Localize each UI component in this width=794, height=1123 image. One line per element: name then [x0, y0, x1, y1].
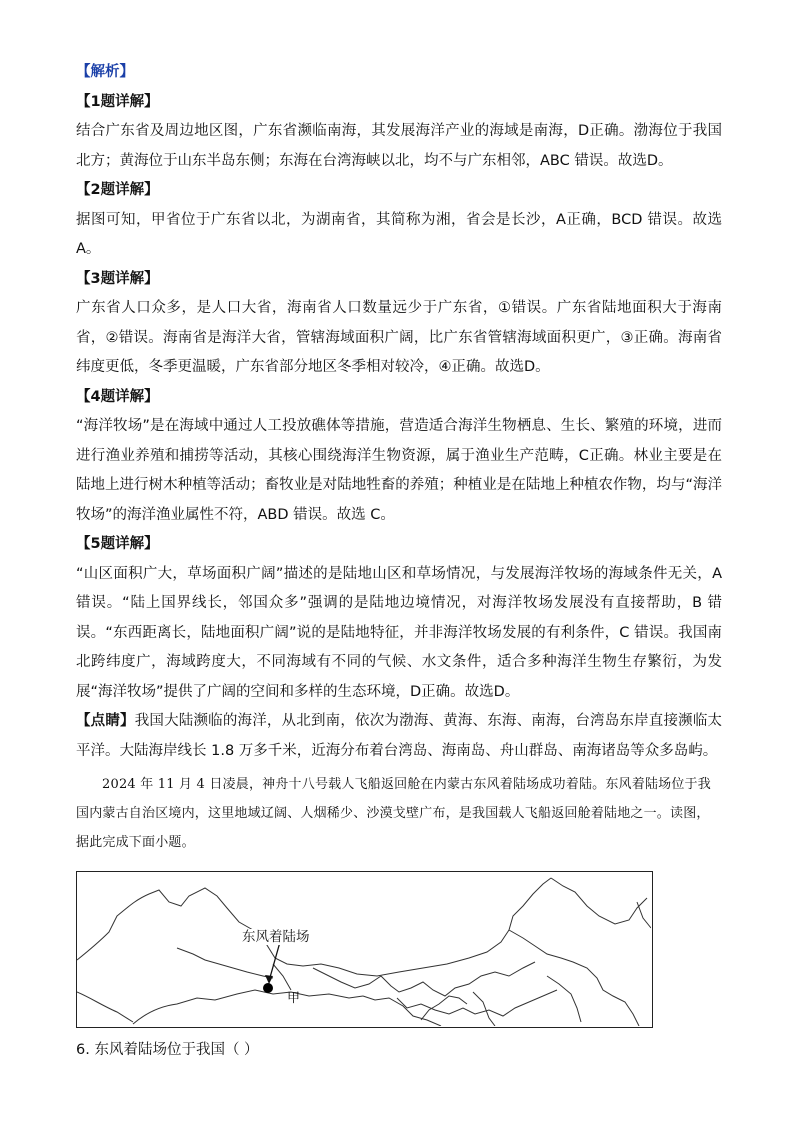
pointer-arrow-head [265, 975, 273, 984]
section-1-heading: 【1题详解】 [76, 93, 159, 110]
section-4-text: “海洋牧场”是在海域中通过人工投放礁体等措施，营造适合海洋生物栖息、生长、繁殖的环境，进而进行渔业养殖和捕捞等活动，其核心围绕海洋生物资源，属于渔业生产范畴，C正确。林业主要是在陆地上进行树木种植等活动；畜牧业是对陆地牲畜的养殖；种植业是在陆地上种植农作物，均与“海洋牧场”的海洋渔业属性不符，ABD 错误。故选 C。 [76, 418, 722, 523]
analysis-label: 【解析】 [76, 64, 134, 80]
province-jia-label: 甲 [287, 991, 301, 1006]
tip-text: 我国大陆濒临的海洋，从北到南，依次为渤海、黄海、东海、南海，台湾岛东岸直接濒临太平洋。大陆海岸线长 1.8 万多千米，近海分布着台湾岛、海南岛、舟山群岛、南海诸岛等众多岛屿。 [76, 713, 723, 759]
analysis-content [76, 58, 722, 857]
mid-line [397, 990, 557, 1016]
inner-line [473, 992, 495, 1026]
section-2-text: 据图可知，甲省位于广东省以北，为湖南省，其简称为湘，省会是长沙，A正确，BCD 错误。故选 A。 [76, 211, 722, 257]
central-line [381, 962, 535, 996]
section-3-text: 广东省人口众多，是人口大省，海南省人口数量远少于广东省，①错误。广东省陆地面积大于海南省，②错误。海南省是海洋大省，管辖海域面积广阔，比广东省管辖海域面积更广，③正确。海南省纬度更低，冬季更温暖，广东省部分地区冬季相对较冷，④正确。故选D。 [76, 300, 722, 375]
landing-site-label: 东风着陆场 [242, 929, 310, 945]
small-line [421, 996, 467, 1020]
coast-line [509, 930, 639, 1026]
tip-paragraph [76, 707, 722, 766]
pointer-arrow-line [269, 942, 280, 981]
section-1-text: 结合广东省及周边地区图，广东省濒临南海，其发展海洋产业的海域是南海，D正确。渤海位于我国北方；黄海位于山东半岛东侧；东海在台湾海峡以北，均不与广东相邻，ABC 错误。故选D。 [76, 123, 722, 169]
map-drawing [77, 872, 651, 1026]
landing-site-dot [263, 983, 273, 993]
section-3-heading: 【3题详解】 [76, 270, 159, 287]
section-5-heading: 【5题详解】 [76, 536, 159, 552]
qinghai-tibet-line [133, 990, 363, 1024]
northeast-border [551, 878, 647, 924]
section-4-heading: 【4题详解】 [76, 388, 159, 405]
northern-border [77, 878, 551, 976]
inner-line-2 [547, 976, 581, 1022]
section-2-heading: 【2题详解】 [76, 182, 159, 198]
sichuan-line [363, 996, 441, 1026]
xinjiang-gansu-line [273, 964, 291, 990]
tip-label: 【点睛】 [76, 713, 135, 729]
western-border [77, 992, 133, 1022]
section-5-text: “山区面积广大，草场面积广阔”描述的是陆地山区和草场情况，与发展海洋牧场的海域条件无关，A错误。“陆上国界线长，邻国众多”强调的是陆地边境情况，对海洋牧场发展没有直接帮助，B 错误。“东西距离长，陆地面积广阔”说的是陆地特征，并非海洋牧场发展的有利条件，C 错误。我国南北跨纬度广，海域跨度大，不同海域有不同的气候、水文条件，适合多种海洋生物生存繁衍，为发展“海洋牧场”提供了广阔的空间和多样的生态环境，D正确。故选D。 [76, 565, 722, 700]
tian-shan-line [177, 948, 273, 978]
landing-site-map [76, 871, 653, 1028]
question-intro: 2024 年 11 月 4 日凌晨，神舟十八号载人飞船返回舱在内蒙古东风着陆场成功着陆。东风着陆场位于我国内蒙古自治区境内，这里地域辽阔、人烟稀少、沙漠戈壁广布，是我国载人飞船返回舱着陆地之一。读图，据此完成下面小题。 [76, 777, 711, 850]
question-6: 6. 东风着陆场位于我国（ ） [76, 1042, 259, 1058]
